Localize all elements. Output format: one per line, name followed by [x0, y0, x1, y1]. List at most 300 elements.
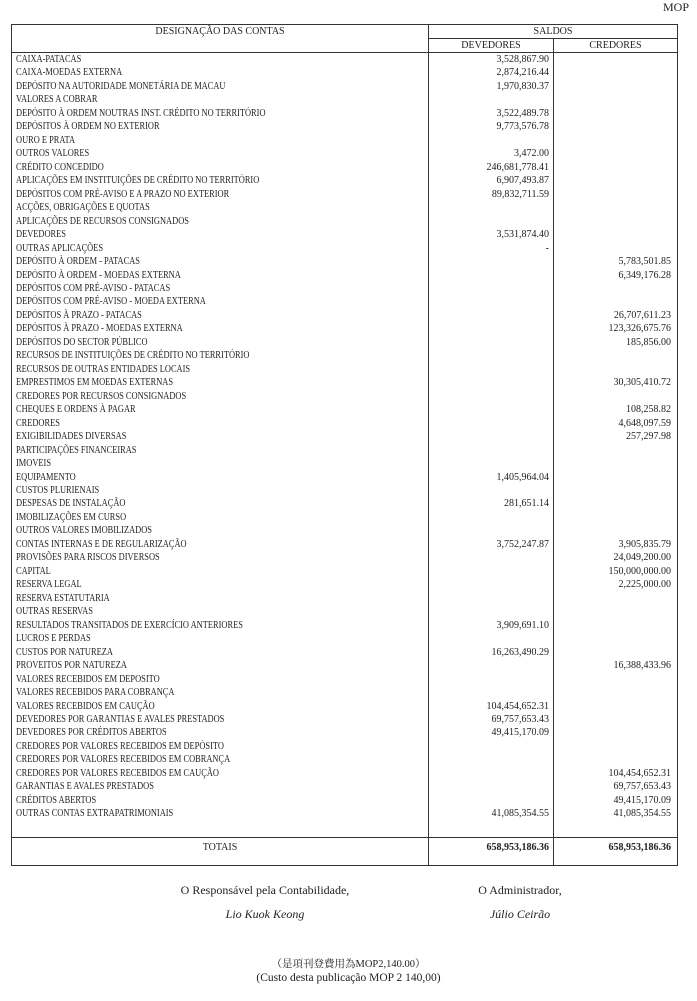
credores-value: [554, 215, 677, 228]
account-name: [12, 147, 429, 160]
credores-value: [554, 484, 677, 497]
credores-value: 185,856.00: [626, 336, 671, 348]
credores-value: [554, 188, 677, 201]
account-name-text: RECURSOS DE OUTRAS ENTIDADES LOCAIS: [16, 363, 191, 375]
account-name: [12, 188, 429, 201]
table-header: [12, 25, 677, 53]
devedores-value: 3,531,874.40: [429, 228, 554, 241]
account-name: [12, 646, 429, 659]
credores-value: [554, 390, 677, 403]
account-name-text: DEPÓSITO À ORDEM - PATACAS: [16, 256, 140, 268]
account-name: [12, 376, 429, 389]
table-row: [12, 713, 677, 726]
account-name: [12, 484, 429, 497]
account-name-text: EXIGIBILIDADES DIVERSAS: [16, 431, 127, 443]
account-name: [12, 174, 429, 187]
account-name-text: CAIXA-PATACAS: [16, 54, 82, 65]
table-row: [12, 780, 677, 793]
account-name-text: DEPÓSITOS COM PRÉ-AVISO - MOEDA EXTERNA: [16, 296, 206, 308]
table-row: [12, 700, 677, 713]
devedores-value: [429, 376, 554, 389]
table-row: [12, 255, 677, 268]
account-name: [12, 215, 429, 228]
account-name: [12, 673, 429, 686]
account-name-text: PROVEITOS POR NATUREZA: [16, 660, 127, 672]
credores-value: [554, 592, 677, 605]
account-name: [12, 93, 429, 106]
account-name-text: RESERVA LEGAL: [16, 579, 82, 591]
credores-value: 41,085,354.55: [613, 808, 671, 820]
totals-credores: 658,953,186.36: [608, 841, 671, 853]
devedores-value: [429, 417, 554, 430]
table-row: [12, 269, 677, 282]
credores-value: [554, 161, 677, 174]
table-row: [12, 794, 677, 807]
account-name: [12, 767, 429, 780]
credores-value: 123,326,675.76: [608, 323, 671, 335]
table-row: [12, 767, 677, 780]
account-name-text: CAIXA-MOEDAS EXTERNA: [16, 67, 123, 79]
table-row: [12, 497, 677, 510]
devedores-value: [429, 457, 554, 470]
devedores-value: 1,970,830.37: [429, 80, 554, 93]
devedores-value: [429, 578, 554, 591]
table-row: [12, 619, 677, 632]
account-name-text: VALORES RECEBIDOS PARA COBRANÇA: [16, 687, 175, 699]
credores-value: [554, 686, 677, 699]
table-row: [12, 430, 677, 443]
account-name-text: OUTRAS RESERVAS: [16, 606, 93, 618]
table-row: [12, 538, 677, 551]
credores-value: [554, 134, 677, 147]
balance-table: [11, 24, 678, 866]
totals-devedores: 658,953,186.36: [429, 838, 554, 865]
account-name: [12, 309, 429, 322]
account-name-text: VALORES RECEBIDOS EM CAUÇÃO: [16, 700, 155, 712]
table-row: [12, 120, 677, 133]
account-name: [12, 538, 429, 551]
account-name-text: CREDORES POR VALORES RECEBIDOS EM CAUÇÃO: [16, 767, 219, 779]
table-row: [12, 349, 677, 362]
credores-value: 2,225,000.00: [618, 579, 671, 591]
account-name-text: CRÉDITOS ABERTOS: [16, 794, 97, 806]
account-name: [12, 807, 429, 820]
table-row: [12, 471, 677, 484]
devedores-value: 104,454,652.31: [429, 700, 554, 713]
devedores-value: [429, 295, 554, 308]
table-row: [12, 242, 677, 255]
table-row: [12, 605, 677, 618]
account-name-text: CREDORES POR VALORES RECEBIDOS EM COBRANÇA: [16, 754, 231, 766]
account-name: [12, 686, 429, 699]
devedores-value: [429, 767, 554, 780]
account-name-text: DEPÓSITO NA AUTORIDADE MONETÁRIA DE MACAU: [16, 80, 226, 92]
account-name: [12, 551, 429, 564]
signature-title: O Responsável pela Contabilidade,: [180, 883, 350, 897]
signature-administrator: [445, 883, 595, 922]
devedores-value: [429, 322, 554, 335]
account-name-text: DEVEDORES: [16, 229, 66, 241]
devedores-value: 6,907,493.87: [429, 174, 554, 187]
account-name-text: CUSTOS POR NATUREZA: [16, 646, 113, 658]
devedores-value: [429, 794, 554, 807]
credores-value: 5,783,501.85: [618, 256, 671, 268]
account-name-text: OUTRAS CONTAS EXTRAPATRIMONIAIS: [16, 808, 174, 820]
devedores-value: [429, 336, 554, 349]
devedores-value: 16,263,490.29: [429, 646, 554, 659]
credores-value: [554, 753, 677, 766]
account-name-text: DEPÓSITO À ORDEM - MOEDAS EXTERNA: [16, 269, 181, 281]
account-name-text: CHEQUES E ORDENS À PAGAR: [16, 404, 136, 416]
account-name-text: DEPÓSITOS COM PRÉ-AVISO E A PRAZO NO EXTERIOR: [16, 188, 230, 200]
devedores-value: 3,472.00: [429, 147, 554, 160]
credores-value: 69,757,653.43: [613, 781, 671, 793]
devedores-value: 9,773,576.78: [429, 120, 554, 133]
signature-name: Lio Kuok Keong: [225, 907, 305, 921]
credores-value: [554, 295, 677, 308]
credores-value: [554, 646, 677, 659]
account-name-text: PARTICIPAÇÕES FINANCEIRAS: [16, 444, 137, 456]
credores-value: [554, 201, 677, 214]
account-name-text: IMOVEIS: [16, 458, 52, 470]
account-name: [12, 753, 429, 766]
devedores-value: [429, 673, 554, 686]
table-row: [12, 457, 677, 470]
account-name-text: CREDORES POR VALORES RECEBIDOS EM DEPÓSITO: [16, 740, 224, 752]
table-row: [12, 740, 677, 753]
table-row: [12, 215, 677, 228]
credores-value: [554, 673, 677, 686]
devedores-value: [429, 740, 554, 753]
credores-value: 3,905,835.79: [618, 538, 671, 550]
table-body: [12, 53, 677, 821]
credores-value: [554, 444, 677, 457]
credores-value: [554, 524, 677, 537]
account-name: [12, 524, 429, 537]
table-row: [12, 726, 677, 739]
account-name-text: CAPITAL: [16, 565, 51, 577]
credores-value: [554, 497, 677, 510]
account-name-text: OUTROS VALORES: [16, 148, 90, 160]
devedores-value: [429, 390, 554, 403]
account-name: [12, 565, 429, 578]
account-name: [12, 53, 429, 66]
account-name-text: EMPRESTIMOS EM MOEDAS EXTERNAS: [16, 377, 174, 389]
account-name-text: DEPÓSITOS DO SECTOR PÚBLICO: [16, 336, 148, 348]
devedores-value: 2,874,216.44: [429, 66, 554, 79]
account-name-text: DEVEDORES POR CRÉDITOS ABERTOS: [16, 727, 167, 739]
table-row: [12, 565, 677, 578]
devedores-value: [429, 444, 554, 457]
table-row: [12, 659, 677, 672]
account-name: [12, 605, 429, 618]
table-row: [12, 309, 677, 322]
devedores-value: [429, 349, 554, 362]
credores-value: [554, 174, 677, 187]
account-name: [12, 228, 429, 241]
credores-value: [554, 726, 677, 739]
account-name-text: CREDORES: [16, 417, 60, 429]
account-name: [12, 269, 429, 282]
account-name: [12, 632, 429, 645]
account-name: [12, 444, 429, 457]
table-row: [12, 147, 677, 160]
table-row: [12, 93, 677, 106]
account-name: [12, 66, 429, 79]
credores-value: [554, 93, 677, 106]
account-name-text: EQUIPAMENTO: [16, 471, 76, 483]
devedores-value: [429, 659, 554, 672]
credores-value: 104,454,652.31: [608, 767, 671, 779]
devedores-value: [429, 363, 554, 376]
table-row: [12, 336, 677, 349]
credores-value: 26,707,611.23: [613, 309, 671, 321]
devedores-value: [429, 524, 554, 537]
table-row: [12, 201, 677, 214]
devedores-value: [429, 403, 554, 416]
devedores-value: [429, 780, 554, 793]
table-row: [12, 282, 677, 295]
account-name-text: RECURSOS DE INSTITUIÇÕES DE CRÉDITO NO TERRITÓRIO: [16, 350, 250, 362]
totals-row: [12, 838, 677, 865]
devedores-value: [429, 686, 554, 699]
totals-label: TOTAIS: [12, 838, 429, 865]
account-name: [12, 417, 429, 430]
table-row: [12, 578, 677, 591]
credores-value: [554, 53, 677, 66]
devedores-value: [429, 592, 554, 605]
account-name: [12, 497, 429, 510]
account-name: [12, 161, 429, 174]
credores-value: [554, 511, 677, 524]
devedores-value: [429, 484, 554, 497]
table-row: [12, 174, 677, 187]
credores-value: [554, 120, 677, 133]
signature-title: O Administrador,: [478, 883, 562, 897]
devedores-value: [429, 93, 554, 106]
account-name-text: DEPÓSITOS COM PRÉ-AVISO - PATACAS: [16, 282, 171, 294]
account-name: [12, 619, 429, 632]
credores-value: [554, 619, 677, 632]
table-row: [12, 524, 677, 537]
account-name-text: CONTAS INTERNAS E DE REGULARIZAÇÃO: [16, 538, 187, 550]
table-row: [12, 295, 677, 308]
table-row: [12, 753, 677, 766]
table-row: [12, 390, 677, 403]
account-name: [12, 403, 429, 416]
account-name: [12, 740, 429, 753]
table-row: [12, 511, 677, 524]
credores-value: [554, 363, 677, 376]
header-devedores: DEVEDORES: [429, 39, 554, 52]
devedores-value: [429, 269, 554, 282]
account-name-text: DEPÓSITOS À PRAZO - MOEDAS EXTERNA: [16, 323, 183, 335]
credores-value: 16,388,433.96: [613, 660, 671, 672]
table-row: [12, 80, 677, 93]
credores-value: 257,297.98: [626, 431, 671, 443]
credores-value: [554, 700, 677, 713]
account-name-text: DEVEDORES POR GARANTIAS E AVALES PRESTADOS: [16, 713, 225, 725]
account-name: [12, 457, 429, 470]
table-row: [12, 322, 677, 335]
credores-value: 24,049,200.00: [613, 552, 671, 564]
table-row: [12, 107, 677, 120]
account-name: [12, 134, 429, 147]
account-name: [12, 700, 429, 713]
devedores-value: [429, 430, 554, 443]
credores-value: 150,000,000.00: [608, 565, 671, 577]
devedores-value: [429, 632, 554, 645]
credores-value: [554, 107, 677, 120]
account-name: [12, 780, 429, 793]
account-name: [12, 511, 429, 524]
devedores-value: 281,651.14: [429, 497, 554, 510]
account-name-text: DEPÓSITO À ORDEM NOUTRAS INST. CRÉDITO NO TERRITÓRIO: [16, 107, 266, 119]
account-name: [12, 578, 429, 591]
account-name-text: APLICAÇÕES DE RECURSOS CONSIGNADOS: [16, 215, 189, 227]
account-name-text: ACÇÕES, OBRIGAÇÕES E QUOTAS: [16, 202, 150, 214]
account-name-text: OUTROS VALORES IMOBILIZADOS: [16, 525, 152, 537]
account-name-text: CUSTOS PLURIENAIS: [16, 485, 100, 496]
credores-value: 6,349,176.28: [618, 269, 671, 281]
credores-value: 49,415,170.09: [613, 794, 671, 806]
credores-value: [554, 147, 677, 160]
credores-value: [554, 605, 677, 618]
table-row: [12, 444, 677, 457]
account-name: [12, 592, 429, 605]
account-name: [12, 201, 429, 214]
table-row: [12, 66, 677, 79]
table-spacer: [12, 821, 677, 838]
header-saldos: SALDOS: [429, 25, 677, 39]
credores-value: [554, 242, 677, 255]
account-name-text: IMOBILIZAÇÕES EM CURSO: [16, 511, 127, 523]
table-row: [12, 188, 677, 201]
devedores-value: 246,681,778.41: [429, 161, 554, 174]
credores-value: [554, 228, 677, 241]
devedores-value: [429, 201, 554, 214]
account-name-text: VALORES A COBRAR: [16, 94, 98, 106]
table-row: [12, 551, 677, 564]
devedores-value: [429, 551, 554, 564]
account-name: [12, 390, 429, 403]
table-row: [12, 134, 677, 147]
account-name: [12, 430, 429, 443]
account-name-text: VALORES RECEBIDOS EM DEPOSITO: [16, 673, 160, 685]
table-row: [12, 376, 677, 389]
account-name-text: RESERVA ESTATUTARIA: [16, 592, 110, 604]
credores-value: 108,258.82: [626, 404, 671, 416]
account-name-text: DEPÓSITOS À ORDEM NO EXTERIOR: [16, 121, 160, 133]
table-row: [12, 363, 677, 376]
account-name: [12, 726, 429, 739]
table-row: [12, 646, 677, 659]
devedores-value: 89,832,711.59: [429, 188, 554, 201]
table-row: [12, 592, 677, 605]
devedores-value: [429, 309, 554, 322]
table-row: [12, 53, 677, 66]
header-designacao: DESIGNAÇÃO DAS CONTAS: [12, 25, 429, 52]
devedores-value: 3,752,247.87: [429, 538, 554, 551]
account-name: [12, 80, 429, 93]
account-name: [12, 363, 429, 376]
table-row: [12, 161, 677, 174]
account-name: [12, 794, 429, 807]
account-name: [12, 713, 429, 726]
account-name: [12, 322, 429, 335]
credores-value: [554, 349, 677, 362]
credores-value: 4,648,097.59: [618, 417, 671, 429]
table-row: [12, 417, 677, 430]
credores-value: [554, 66, 677, 79]
account-name: [12, 659, 429, 672]
table-row: [12, 228, 677, 241]
account-name-text: OUTRAS APLICAÇÕES: [16, 242, 104, 254]
account-name-text: APLICAÇÕES EM INSTITUIÇÕES DE CRÉDITO NO TERRITÓRIO: [16, 175, 260, 187]
credores-value: [554, 282, 677, 295]
account-name: [12, 120, 429, 133]
table-row: [12, 673, 677, 686]
devedores-value: 3,522,489.78: [429, 107, 554, 120]
devedores-value: 3,909,691.10: [429, 619, 554, 632]
account-name-text: CRÉDITO CONCEDIDO: [16, 161, 104, 173]
devedores-value: [429, 215, 554, 228]
devedores-value: 69,757,653.43: [429, 713, 554, 726]
account-name-text: PROVISÕES PARA RISCOS DIVERSOS: [16, 552, 160, 564]
devedores-value: -: [429, 242, 554, 255]
header-credores: CREDORES: [589, 40, 642, 51]
devedores-value: 3,528,867.90: [429, 53, 554, 66]
account-name: [12, 471, 429, 484]
currency-label: MOP: [662, 0, 689, 14]
account-name: [12, 336, 429, 349]
account-name: [12, 295, 429, 308]
account-name: [12, 255, 429, 268]
cost-note-portuguese: (Custo desta publicação MOP 2 140,00): [256, 972, 441, 984]
credores-value: [554, 80, 677, 93]
account-name-text: RESULTADOS TRANSITADOS DE EXERCÍCIO ANTERIORES: [16, 619, 243, 631]
account-name-text: DESPESAS DE INSTALAÇÃO: [16, 498, 126, 510]
account-name-text: OURO E PRATA: [16, 134, 76, 146]
table-row: [12, 632, 677, 645]
devedores-value: [429, 282, 554, 295]
devedores-value: 49,415,170.09: [429, 726, 554, 739]
credores-value: [554, 713, 677, 726]
table-row: [12, 807, 677, 820]
account-name-text: GARANTIAS E AVALES PRESTADOS: [16, 781, 154, 793]
header-saldos-group: [429, 25, 677, 52]
devedores-value: [429, 565, 554, 578]
devedores-value: 41,085,354.55: [429, 807, 554, 820]
devedores-value: [429, 134, 554, 147]
account-name: [12, 107, 429, 120]
devedores-value: 1,405,964.04: [429, 471, 554, 484]
account-name: [12, 282, 429, 295]
devedores-value: [429, 605, 554, 618]
table-row: [12, 403, 677, 416]
account-name: [12, 349, 429, 362]
signature-accountant: [150, 883, 380, 922]
signature-name: Júlio Ceirão: [489, 907, 551, 921]
credores-value: [554, 632, 677, 645]
credores-value: [554, 740, 677, 753]
account-name: [12, 242, 429, 255]
account-name-text: DEPÓSITOS À PRAZO - PATACAS: [16, 309, 142, 321]
table-row: [12, 484, 677, 497]
devedores-value: [429, 511, 554, 524]
cost-note-chinese: （是項刊登費用為MOP2,140.00）: [271, 959, 426, 970]
credores-value: [554, 471, 677, 484]
